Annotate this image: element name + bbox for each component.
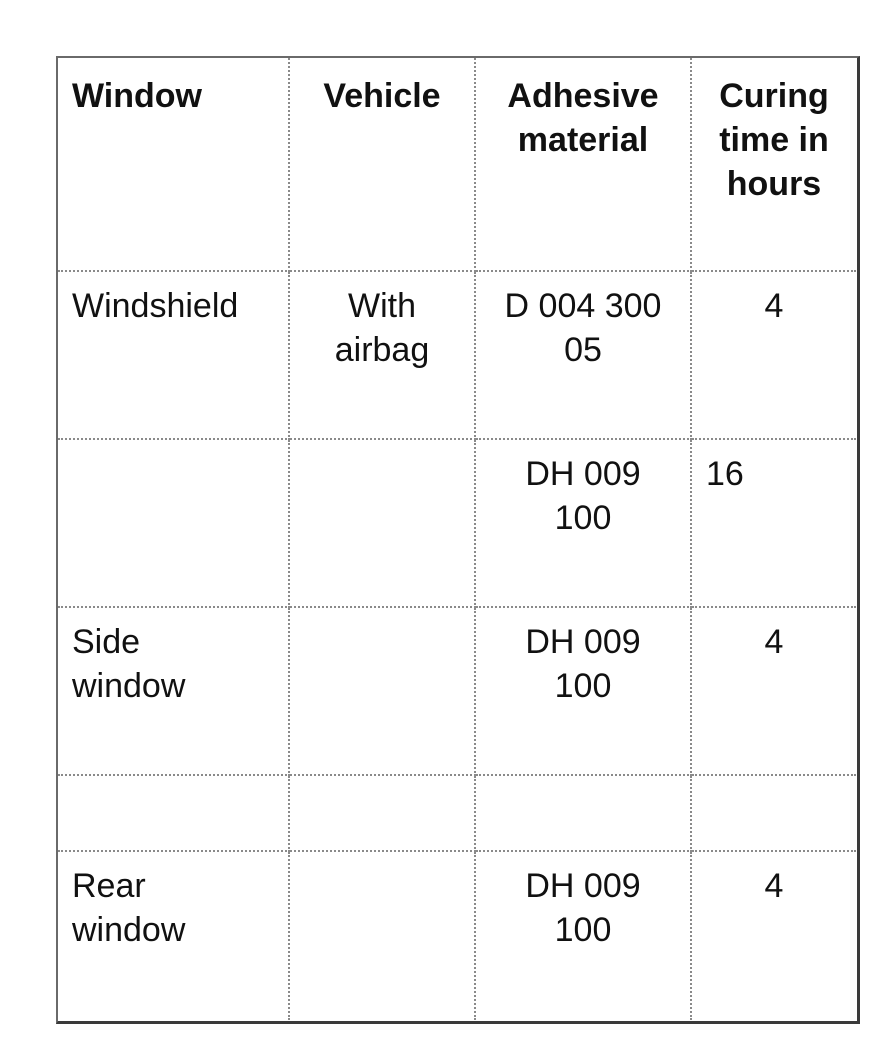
header-window-text: Window (72, 77, 202, 115)
table-cell (476, 608, 692, 776)
cell-text: With airbag (334, 287, 430, 369)
header-vehicle-text: Vehicle (323, 77, 441, 115)
table-cell (58, 440, 290, 608)
table-cell (476, 440, 692, 608)
table-grid (58, 58, 857, 1021)
table-cell (58, 272, 290, 440)
cell-text: DH 009 100 (525, 455, 641, 537)
header-window (58, 58, 290, 272)
table-cell (58, 852, 290, 1020)
header-vehicle (290, 58, 476, 272)
table-cell (290, 776, 476, 852)
table-cell (58, 776, 290, 852)
cell-text: Side window (72, 623, 186, 705)
cell-text: Windshield (72, 287, 239, 325)
table-cell (476, 776, 692, 852)
cell-text: 4 (764, 287, 784, 325)
table-cell (290, 272, 476, 440)
header-curing-time (692, 58, 856, 272)
table-cell (290, 608, 476, 776)
table-cell (692, 852, 856, 1020)
cell-text: DH 009 100 (525, 623, 641, 705)
table-cell (692, 776, 856, 852)
header-adhesive-material-text: Adhesive material (507, 77, 659, 159)
cell-text: D 004 300 05 (504, 287, 662, 369)
header-adhesive-material (476, 58, 692, 272)
cell-text: DH 009 100 (525, 867, 641, 949)
table-cell (58, 608, 290, 776)
table-cell (476, 852, 692, 1020)
cell-text: 16 (706, 455, 744, 493)
table-cell (476, 272, 692, 440)
cell-text: Rear window (72, 867, 186, 949)
header-curing-time-text: Curing time in hours (719, 77, 829, 203)
table-cell (290, 440, 476, 608)
table-cell (692, 272, 856, 440)
table-cell (692, 608, 856, 776)
cell-text: 4 (764, 867, 784, 905)
table-cell (290, 852, 476, 1020)
cell-text: 4 (764, 623, 784, 661)
data-table (56, 56, 860, 1024)
table-cell (692, 440, 856, 608)
